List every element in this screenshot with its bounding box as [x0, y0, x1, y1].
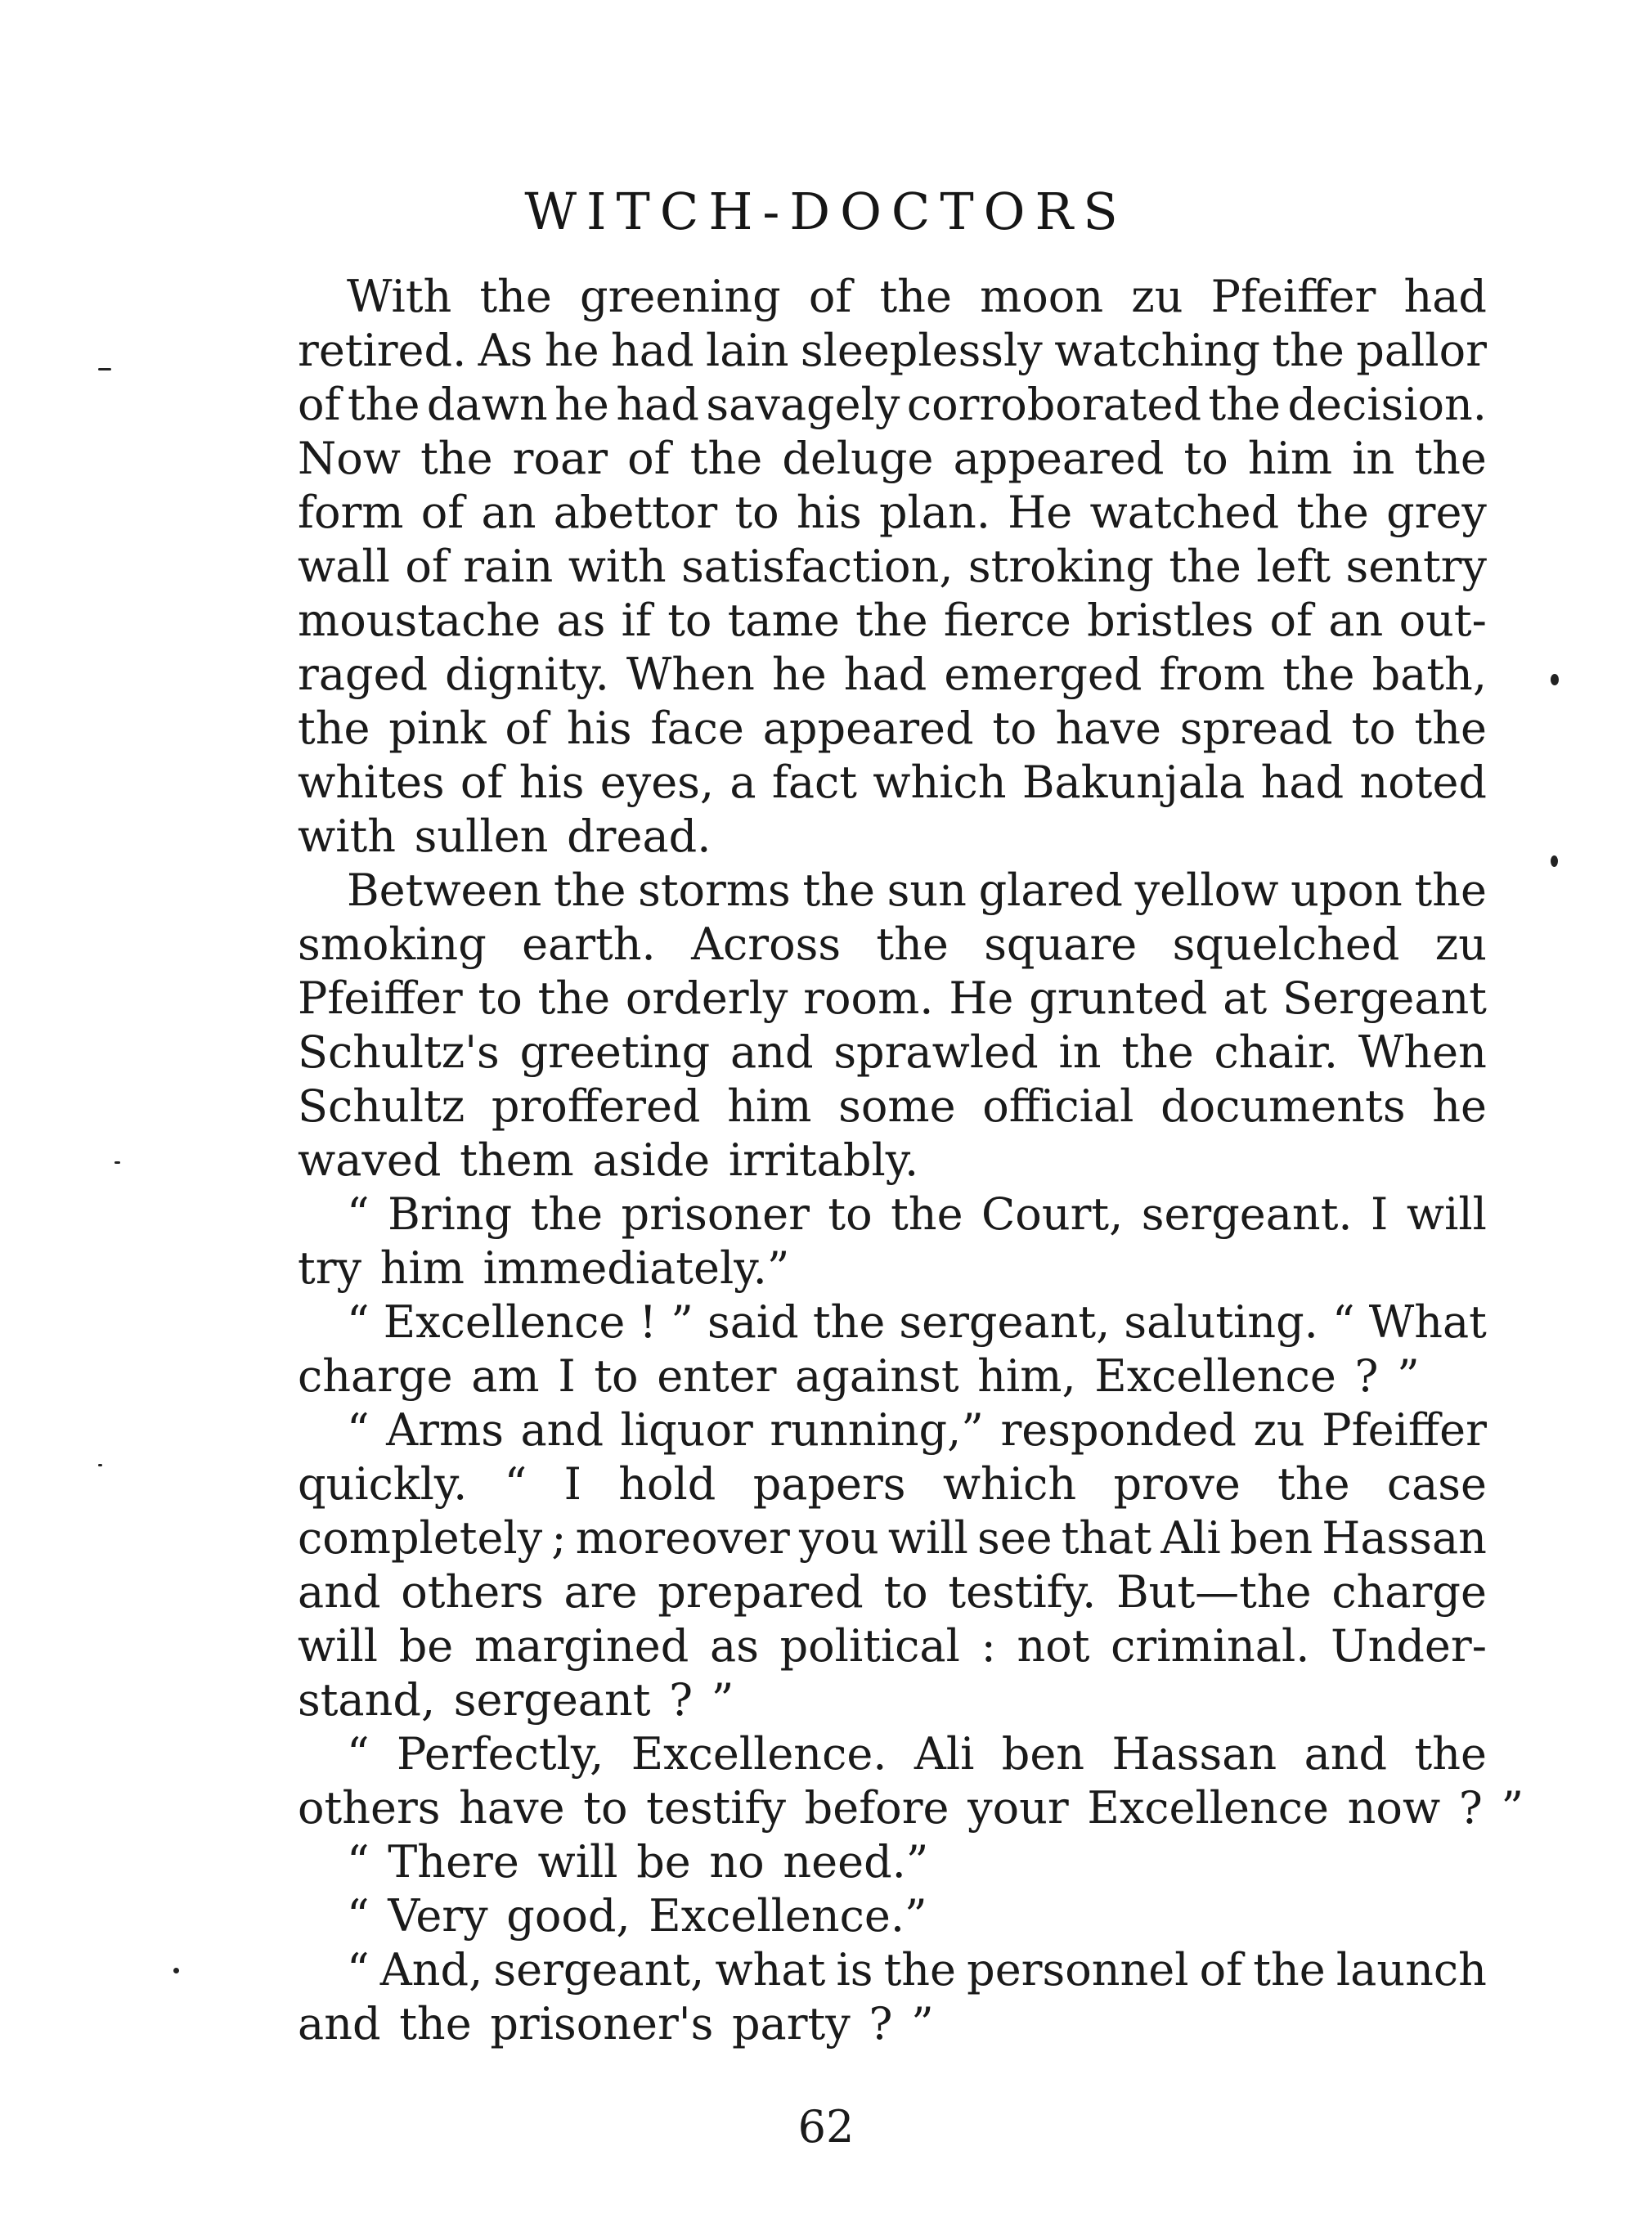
- text-line: waved them aside irritably.: [298, 1134, 919, 1186]
- text-line: others have to testify before your Excellence now ? ”: [298, 1782, 1524, 1834]
- text-line: Schultz's greeting and sprawled in the chair. When: [298, 1026, 1487, 1078]
- scan-speck: [114, 1161, 120, 1164]
- scan-speck: [1551, 855, 1558, 867]
- text-line: smoking earth. Across the square squelched zu: [298, 918, 1487, 970]
- text-line: Now the roar of the deluge appeared to him in the: [298, 433, 1487, 484]
- text-line: and others are prepared to testify. But—the charge: [298, 1566, 1487, 1618]
- text-line: Pfeiffer to the orderly room. He grunted at Sergeant: [298, 972, 1487, 1024]
- text-line: the pink of his face appeared to have spread to the: [298, 703, 1487, 754]
- text-line: “ Bring the prisoner to the Court, sergeant. I will: [347, 1188, 1487, 1240]
- body-text: [298, 270, 1524, 2051]
- text-line: form of an abettor to his plan. He watched the grey: [298, 487, 1487, 538]
- scan-speck: [1551, 674, 1559, 685]
- text-line: with sullen dread.: [298, 810, 712, 862]
- text-line: “ And, sergeant, what is the personnel of the launch: [347, 1944, 1487, 1996]
- text-line: whites of his eyes, a fact which Bakunjala had noted: [298, 757, 1487, 808]
- text-line: quickly. “ I hold papers which prove the case: [298, 1458, 1487, 1510]
- text-line: of the dawn he had savagely corroborated the decision.: [298, 379, 1487, 430]
- page-number: 62: [797, 2101, 855, 2153]
- text-line: will be margined as political : not criminal. Under-: [298, 1620, 1487, 1672]
- text-line: “ Arms and liquor running,” responded zu Pfeiffer: [347, 1404, 1487, 1456]
- text-line: “ Very good, Excellence.”: [347, 1890, 927, 1942]
- scan-speck: [173, 1968, 179, 1973]
- text-line: try him immediately.”: [298, 1242, 790, 1294]
- text-line: and the prisoner's party ? ”: [298, 1998, 934, 2050]
- running-head: WITCH-DOCTORS: [524, 182, 1128, 241]
- text-line: With the greening of the moon zu Pfeiffer had: [347, 271, 1487, 322]
- text-line: “ Perfectly, Excellence. Ali ben Hassan and the: [347, 1728, 1487, 1780]
- text-line: completely ; moreover you will see that Ali ben Hassan: [298, 1512, 1487, 1564]
- text-line: Schultz proffered him some official documents he: [298, 1080, 1487, 1132]
- scan-speck: [98, 1464, 102, 1466]
- text-line: “ There will be no need.”: [347, 1836, 929, 1888]
- text-line: moustache as if to tame the fierce bristles of an out-: [298, 595, 1487, 646]
- text-line: wall of rain with satisfaction, stroking the left sentry: [298, 541, 1487, 592]
- text-line: charge am I to enter against him, Excellence ? ”: [298, 1350, 1420, 1402]
- text-line: “ Excellence ! ” said the sergeant, saluting. “ What: [347, 1296, 1487, 1348]
- text-line: stand, sergeant ? ”: [298, 1674, 734, 1726]
- text-line: Between the storms the sun glared yellow upon the: [347, 864, 1487, 916]
- text-line: retired. As he had lain sleeplessly watching the pallor: [298, 325, 1487, 376]
- text-line: raged dignity. When he had emerged from the bath,: [298, 649, 1487, 700]
- scan-speck: [98, 368, 111, 370]
